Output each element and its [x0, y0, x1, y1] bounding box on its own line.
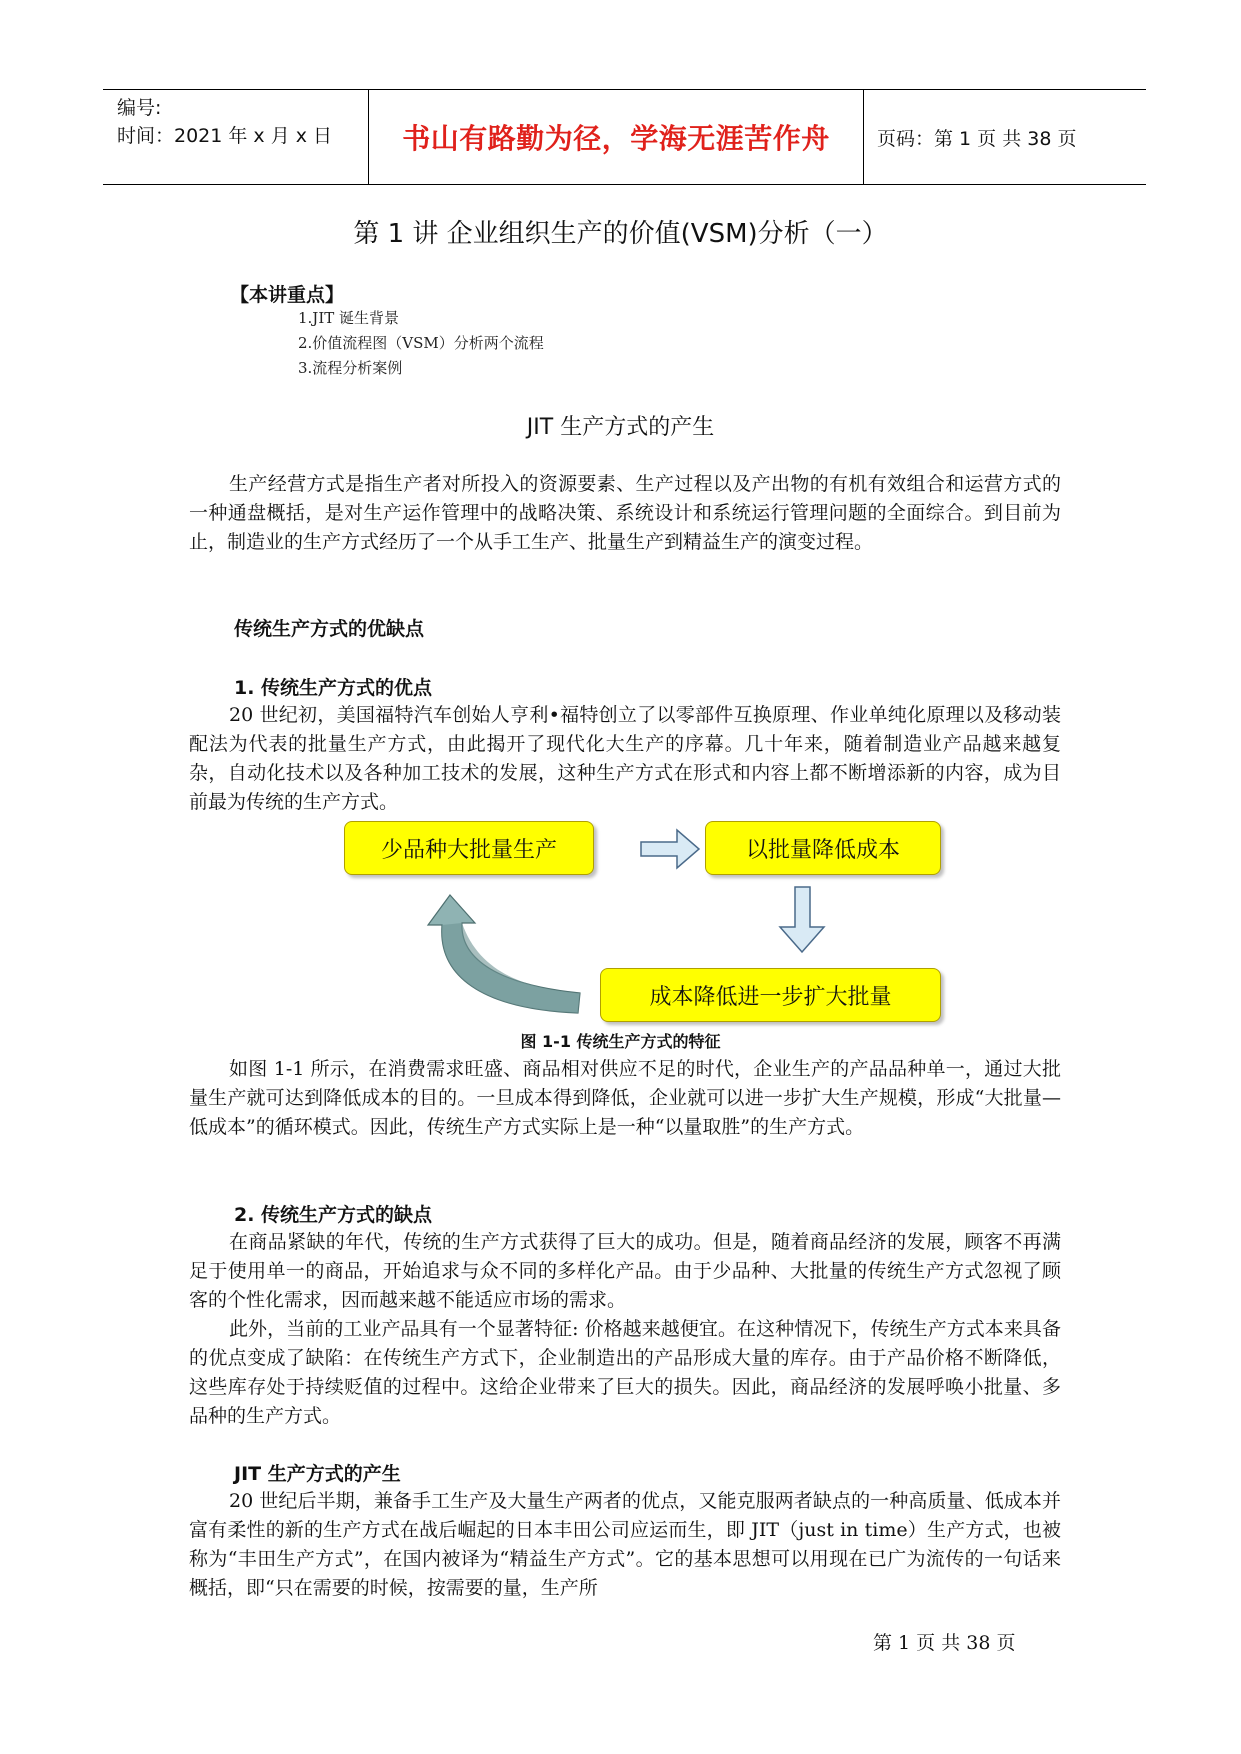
number-label: 编号:	[117, 97, 162, 119]
intro-paragraph: 生产经营方式是指生产者对所投入的资源要素、生产过程以及产出物的有机有效组合和运营方式的一种通盘概括，是对生产运作管理中的战略决策、系统设计和系统运行管理问题的全面综合。到目前为止，制造业的生产方式经历了一个从手工生产、批量生产到精益生产的演变过程。	[189, 473, 1061, 553]
disadvantages-paragraph-2: 此外，当前的工业产品具有一个显著特征: 价格越来越便宜。在这种情况下，传统生产方式本来具备的优点变成了缺陷：在传统生产方式下，企业制造出的产品形成大量的库存。由于产品价格不断降低，这些库存处于持续贬值的过程中。这给企业带来了巨大的损失。因此，商品经济的发展呼唤小批量、多品种的生产方式。	[189, 1318, 1061, 1427]
document-header	[103, 89, 1146, 185]
header-page-label: 页码：第 1 页 共 38 页	[877, 127, 1077, 150]
key-points-heading: 【本讲重点】	[230, 284, 345, 306]
figure-caption: 图 1-1 传统生产方式的特征	[520, 1032, 721, 1051]
figure-cycle-diagram	[330, 815, 950, 1030]
box-cost-reduction-expand-volume: 成本降低进一步扩大批量	[600, 968, 941, 1022]
disadvantages-paragraph-1: 在商品紧缺的年代，传统的生产方式获得了巨大的成功。但是，随着商品经济的发展，顾客不再满足于使用单一的商品，开始追求与众不同的多样化产品。由于少品种、大批量的传统生产方式忽视了顾客的个性化需求，因而越来越不能适应市场的需求。	[189, 1231, 1061, 1311]
figure-explanation-paragraph: 如图 1-1 所示，在消费需求旺盛、商品相对供应不足的时代，企业生产的产品品种单一，通过大批量生产就可达到降低成本的目的。一旦成本得到降低，企业就可以进一步扩大生产规模，形成“大批量—低成本”的循环模式。因此，传统生产方式实际上是一种“以量取胜”的生产方式。	[189, 1058, 1061, 1138]
key-point-item: 3.流程分析案例	[298, 359, 403, 377]
jit-heading: JIT 生产方式的产生	[234, 1463, 401, 1485]
arrow-down-icon	[780, 887, 824, 952]
header-motto: 书山有路勤为径，学海无涯苦作舟	[369, 90, 864, 184]
header-meta	[103, 90, 369, 184]
box-small-variety-mass-production: 少品种大批量生产	[344, 821, 594, 875]
page-footer: 第 1 页 共 38 页	[873, 1632, 1016, 1654]
section-title: JIT 生产方式的产生	[526, 415, 715, 440]
subsection-title: 传统生产方式的优缺点	[234, 618, 425, 640]
curved-arrow-icon	[428, 895, 580, 1013]
figure-arrows	[330, 815, 950, 1030]
time-label: 时间：2021 年 x 月 x 日	[117, 125, 333, 147]
lecture-title: 第 1 讲 企业组织生产的价值(VSM)分析（一）	[353, 219, 888, 249]
key-point-item: 2.价值流程图（VSM）分析两个流程	[298, 334, 544, 352]
arrow-right-icon	[641, 830, 699, 868]
advantages-heading: 1. 传统生产方式的优点	[234, 677, 433, 699]
jit-paragraph: 20 世纪后半期，兼备手工生产及大量生产两者的优点，又能克服两者缺点的一种高质量、低成本并富有柔性的新的生产方式在战后崛起的日本丰田公司应运而生，即 JIT（just in time）生产方式，也被称为“丰田生产方式”，在国内被译为“精益生产方式”。它的基本思想可以用现在已广为流传的一句话来概括，即“只在需要的时候，按需要的量，生产所	[189, 1490, 1061, 1599]
advantages-paragraph: 20 世纪初，美国福特汽车创始人亨利•福特创立了以零部件互换原理、作业单纯化原理以及移动装配法为代表的批量生产方式，由此揭开了现代化大生产的序幕。几十年来，随着制造业产品越来越复杂，自动化技术以及各种加工技术的发展，这种生产方式在形式和内容上都不断增添新的内容，成为目前最为传统的生产方式。	[189, 704, 1061, 813]
box-reduce-cost-by-volume: 以批量降低成本	[705, 821, 941, 875]
disadvantages-heading: 2. 传统生产方式的缺点	[234, 1204, 433, 1226]
key-points-list	[298, 306, 544, 381]
key-point-item: 1.JIT 诞生背景	[298, 309, 400, 327]
